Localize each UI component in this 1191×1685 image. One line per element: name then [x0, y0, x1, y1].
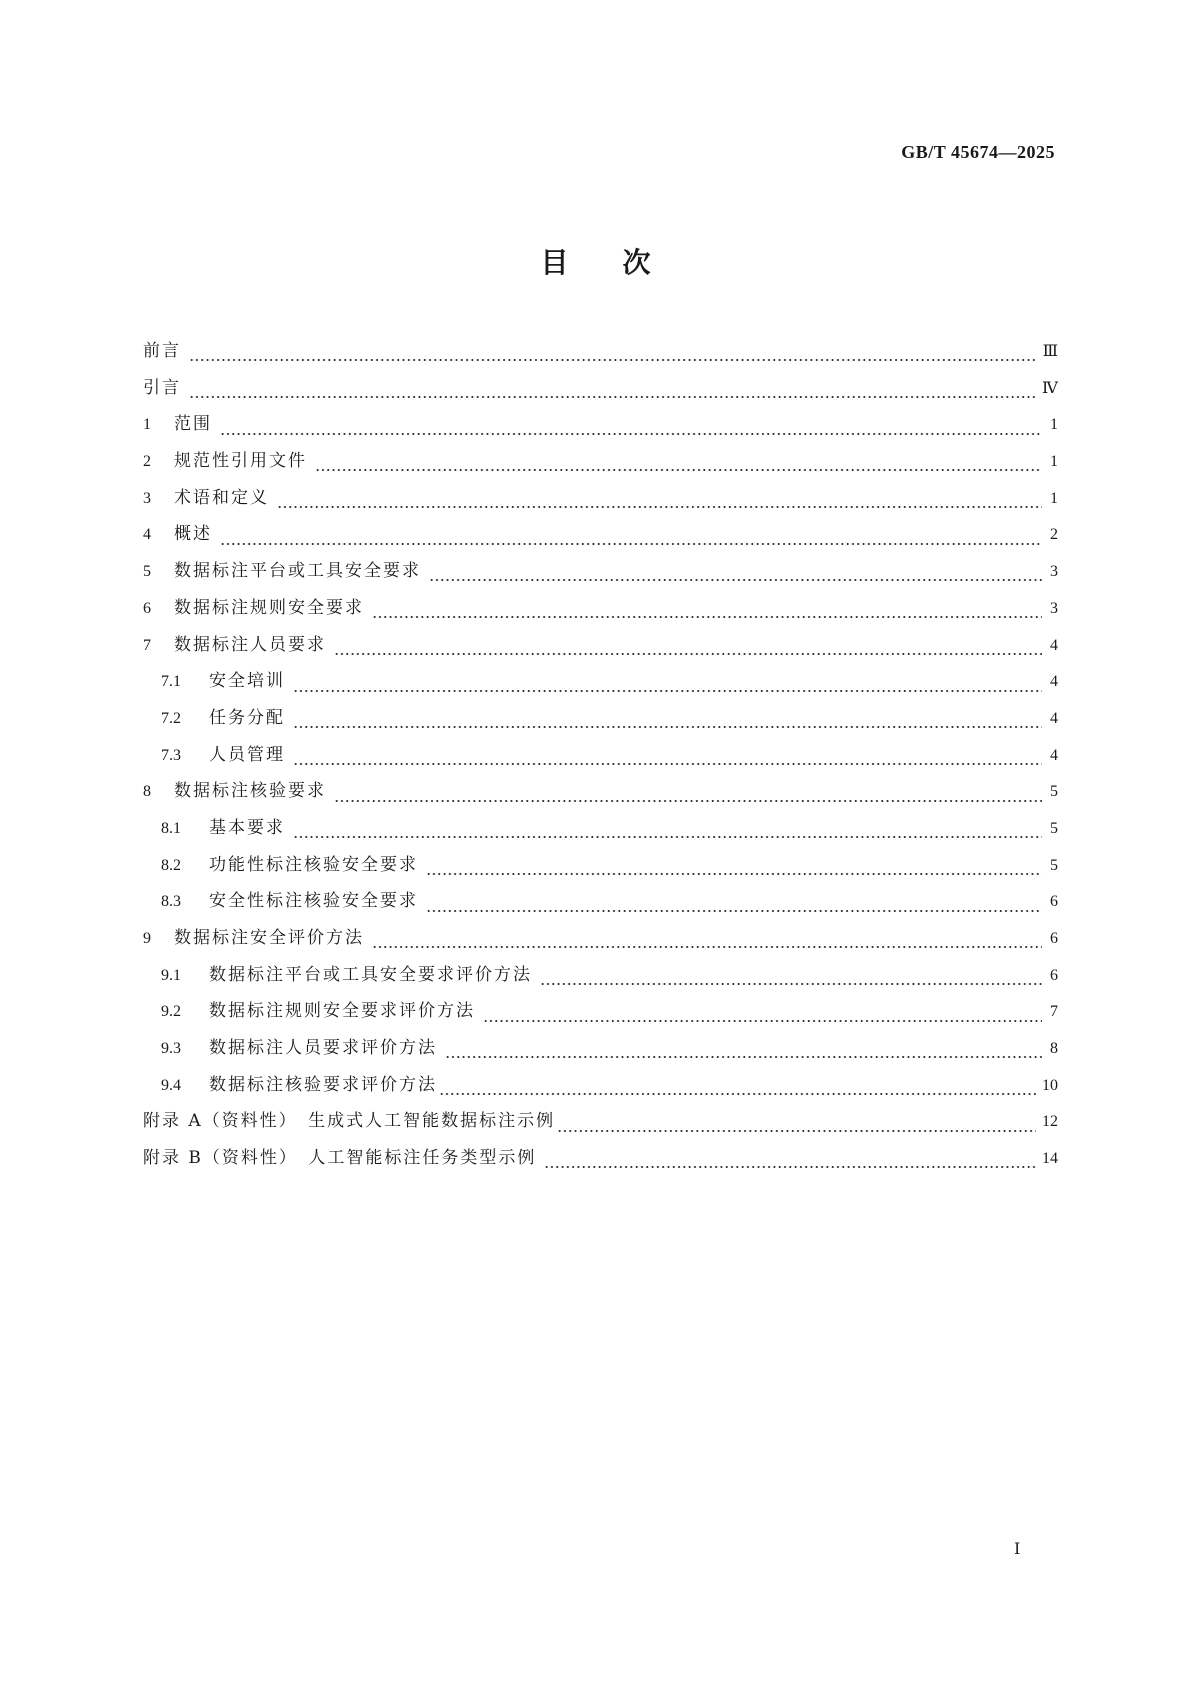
toc-entry-page: 3	[1050, 563, 1058, 581]
page-title: 目次	[540, 246, 705, 279]
toc-entry[interactable]	[143, 633, 1058, 670]
toc-entry-number: 4	[143, 526, 151, 544]
toc-dot-leader	[483, 1019, 1042, 1023]
toc-entry-number: 9.4	[161, 1076, 181, 1094]
toc-entry-number: 6	[143, 599, 151, 617]
toc-entry-page: 12	[1042, 1113, 1058, 1131]
toc-dot-leader	[189, 358, 1037, 362]
toc-entry[interactable]	[143, 669, 1058, 706]
toc-entry-label: 基本要求	[209, 817, 285, 838]
toc-entry[interactable]	[143, 1073, 1058, 1110]
toc-entry-label: 功能性标注核验安全要求	[209, 854, 418, 875]
toc-dot-leader	[293, 725, 1042, 729]
toc-entry-number: 9.1	[161, 966, 181, 984]
toc-entry[interactable]	[143, 1146, 1058, 1183]
toc-entry-label: 数据标注人员要求	[174, 634, 326, 655]
toc-entry[interactable]	[143, 743, 1058, 780]
toc-entry-label: 数据标注平台或工具安全要求	[174, 561, 421, 582]
toc-entry-number: 7.1	[161, 673, 181, 691]
toc-dot-leader	[220, 432, 1042, 436]
toc-entry-page: 10	[1042, 1076, 1058, 1094]
toc-dot-leader	[293, 835, 1042, 839]
toc-entry-page: 5	[1050, 856, 1058, 874]
toc-entry-page: 4	[1050, 673, 1058, 691]
toc-entry-number: 9.3	[161, 1040, 181, 1058]
toc-entry-page: 1	[1050, 489, 1058, 507]
toc-entry[interactable]	[143, 559, 1058, 596]
toc-dot-leader	[426, 872, 1042, 876]
toc-entry[interactable]	[143, 999, 1058, 1036]
toc-entry-number: 9	[143, 930, 151, 947]
toc-dot-leader	[544, 1165, 1036, 1169]
toc-dot-leader	[540, 982, 1042, 986]
toc-dot-leader	[315, 468, 1042, 472]
toc-dot-leader	[334, 652, 1042, 656]
toc-entry-page: Ⅲ	[1042, 343, 1058, 360]
toc-entry[interactable]	[143, 339, 1058, 376]
toc-entry-number: 7.3	[161, 746, 181, 764]
toc-entry-page: 4	[1050, 709, 1058, 727]
toc-entry-number: 3	[143, 489, 151, 507]
toc-entry[interactable]	[143, 816, 1058, 853]
toc-entry-label: 引言	[143, 377, 181, 398]
toc-entry[interactable]	[143, 963, 1058, 1000]
toc-entry[interactable]	[143, 779, 1058, 816]
toc-entry-label: 附录 A（资料性） 生成式人工智能数据标注示例	[143, 1111, 556, 1132]
toc-entry-number: 7	[143, 636, 151, 654]
toc-entry-page: 14	[1042, 1150, 1058, 1168]
toc-entry-page: 5	[1050, 783, 1058, 801]
toc-entry-page: Ⅳ	[1042, 379, 1058, 397]
toc-entry-page: 4	[1050, 636, 1058, 654]
toc-entry-label: 数据标注人员要求评价方法	[209, 1038, 437, 1059]
toc-entry-number: 1	[143, 416, 151, 434]
toc-entry-label: 概述	[174, 524, 212, 545]
toc-entry[interactable]	[143, 1109, 1058, 1146]
toc-entry-page: 1	[1050, 416, 1058, 434]
standard-number: GB/T 45674—2025	[901, 142, 1055, 162]
toc-entry-label: 安全培训	[209, 671, 285, 692]
toc-entry-page: 6	[1050, 893, 1058, 911]
toc-entry-label: 数据标注平台或工具安全要求评价方法	[209, 964, 532, 985]
toc-dot-leader	[334, 799, 1042, 803]
toc-entry[interactable]	[143, 486, 1058, 523]
toc-dot-leader	[372, 615, 1042, 619]
toc-entry-label: 术语和定义	[174, 487, 269, 508]
toc-dot-leader	[277, 505, 1042, 509]
toc-dot-leader	[439, 1092, 1036, 1096]
toc-entry-number: 2	[143, 453, 151, 471]
toc-entry-number: 5	[143, 563, 151, 581]
toc-entry-label: 安全性标注核验安全要求	[209, 891, 418, 912]
toc-entry-label: 数据标注安全评价方法	[174, 928, 364, 948]
toc-entry-label: 人员管理	[209, 744, 285, 765]
toc-dot-leader	[293, 689, 1042, 693]
toc-entry-number: 8	[143, 783, 151, 801]
toc-dot-leader	[426, 909, 1042, 913]
toc-entry-label: 规范性引用文件	[174, 451, 307, 472]
toc-dot-leader	[220, 542, 1042, 546]
toc-entry[interactable]	[143, 926, 1058, 963]
toc-entry-page: 7	[1050, 1003, 1058, 1021]
toc-entry-number: 7.2	[161, 709, 181, 727]
toc-entry-label: 附录 B（资料性） 人工智能标注任务类型示例	[143, 1148, 537, 1169]
toc-entry[interactable]	[143, 1036, 1058, 1073]
toc-entry-page: 5	[1050, 819, 1058, 837]
toc-entry[interactable]	[143, 522, 1058, 559]
toc-entry[interactable]	[143, 596, 1058, 633]
toc-entry-number: 8.2	[161, 856, 181, 874]
toc-entry-page: 3	[1050, 599, 1058, 617]
toc-entry[interactable]	[143, 853, 1058, 890]
toc-entry[interactable]	[143, 706, 1058, 743]
toc-dot-leader	[557, 1129, 1036, 1133]
toc-dot-leader	[372, 945, 1042, 949]
toc-entry-label: 数据标注核验要求评价方法	[209, 1074, 437, 1095]
toc-entry[interactable]	[143, 449, 1058, 486]
toc-entry-number: 8.1	[161, 819, 181, 837]
toc-dot-leader	[189, 395, 1036, 399]
table-of-contents	[143, 339, 1058, 1183]
toc-dot-leader	[293, 762, 1042, 766]
toc-entry-page: 1	[1050, 453, 1058, 471]
toc-entry-label: 范围	[174, 414, 212, 435]
toc-entry-number: 9.2	[161, 1003, 181, 1021]
toc-entry-label: 数据标注核验要求	[174, 781, 326, 802]
toc-entry-label: 数据标注规则安全要求	[174, 597, 364, 618]
toc-dot-leader	[445, 1055, 1042, 1059]
toc-entry-page: 4	[1050, 746, 1058, 764]
page-number: Ⅰ	[1014, 1541, 1021, 1558]
toc-entry-label: 任务分配	[209, 707, 285, 728]
toc-entry-page: 6	[1050, 966, 1058, 984]
toc-entry-label: 数据标注规则安全要求评价方法	[209, 1001, 475, 1022]
toc-entry[interactable]	[143, 412, 1058, 449]
toc-entry[interactable]	[143, 889, 1058, 926]
toc-entry-page: 8	[1050, 1040, 1058, 1058]
toc-entry[interactable]	[143, 376, 1058, 413]
toc-entry-page: 6	[1050, 930, 1058, 947]
toc-dot-leader	[429, 578, 1042, 582]
toc-entry-number: 8.3	[161, 893, 181, 911]
toc-entry-page: 2	[1050, 526, 1058, 544]
toc-entry-label: 前言	[143, 341, 181, 361]
